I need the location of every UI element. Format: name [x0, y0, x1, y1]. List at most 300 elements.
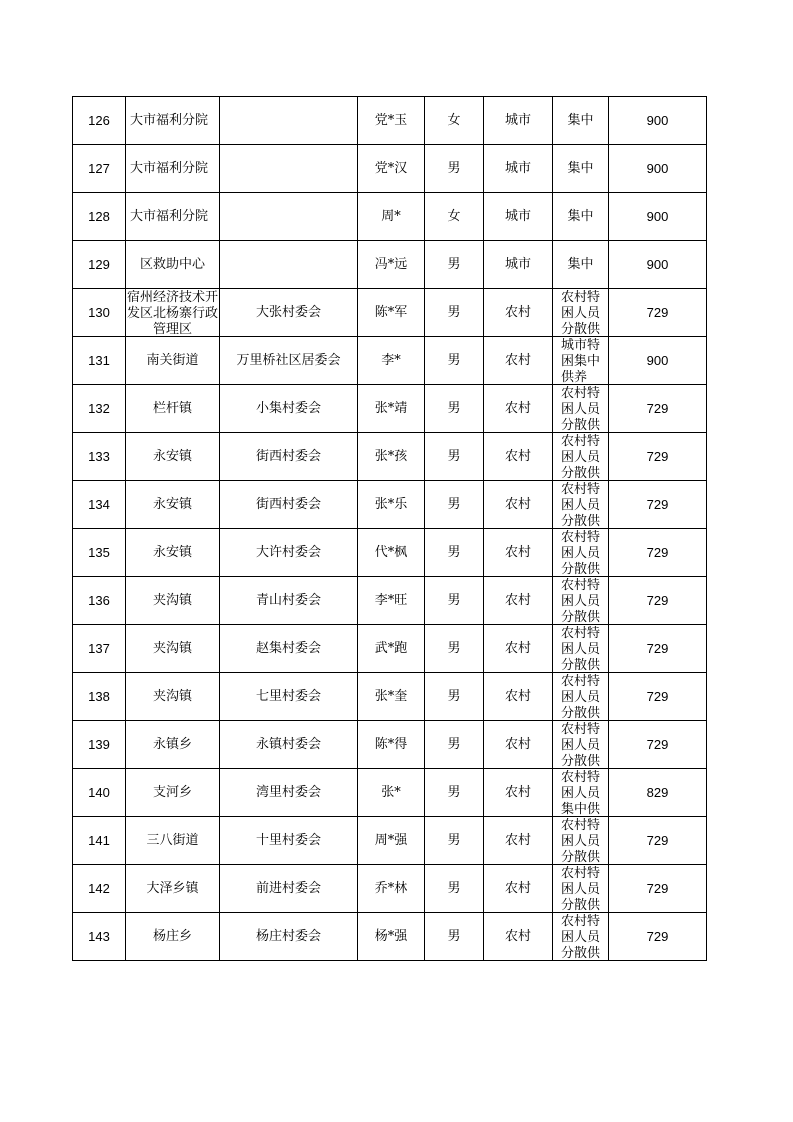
amount-cell [609, 673, 707, 721]
recipient-name-cell [358, 817, 425, 865]
recipient-name-text: 张* [381, 784, 401, 800]
support-type-text: 农村特困人员分散供 [561, 289, 601, 336]
support-type-cell [553, 769, 609, 817]
township-cell [126, 913, 220, 961]
amount-cell [609, 385, 707, 433]
amount-text: 729 [646, 688, 669, 704]
area-type-cell [484, 433, 553, 481]
gender-cell [425, 625, 484, 673]
township-cell [126, 865, 220, 913]
amount-text: 900 [646, 160, 669, 176]
amount-cell [609, 481, 707, 529]
row-number-cell [73, 577, 126, 625]
amount-text: 729 [646, 544, 669, 560]
township-cell [126, 289, 220, 337]
row-number-text: 132 [88, 400, 110, 416]
support-type-text: 农村特困人员分散供 [561, 817, 601, 864]
township-cell [126, 433, 220, 481]
gender-cell [425, 577, 484, 625]
area-type-text: 城市 [504, 160, 531, 176]
amount-cell [609, 529, 707, 577]
amount-text: 729 [646, 640, 669, 656]
village-committee-cell [220, 241, 358, 289]
row-number-cell [73, 913, 126, 961]
row-number-cell [73, 385, 126, 433]
support-type-cell [553, 913, 609, 961]
amount-cell [609, 817, 707, 865]
row-number-cell [73, 529, 126, 577]
gender-cell [425, 97, 484, 145]
amount-cell [609, 625, 707, 673]
gender-text: 男 [447, 544, 461, 560]
row-number-cell [73, 241, 126, 289]
row-number-cell [73, 97, 126, 145]
recipient-name-text: 陈*得 [374, 736, 408, 752]
gender-text: 男 [447, 832, 461, 848]
village-committee-text: 街西村委会 [255, 448, 321, 464]
row-number-text: 128 [88, 208, 110, 224]
row-number-text: 131 [88, 352, 110, 368]
gender-cell [425, 241, 484, 289]
recipient-name-cell [358, 529, 425, 577]
recipient-name-cell [358, 433, 425, 481]
amount-cell [609, 97, 707, 145]
area-type-text: 农村 [504, 592, 531, 608]
amount-text: 900 [646, 112, 669, 128]
amount-cell [609, 289, 707, 337]
recipient-name-text: 冯*远 [374, 256, 408, 272]
support-type-cell [553, 97, 609, 145]
township-text: 夹沟镇 [152, 688, 192, 704]
township-cell [126, 337, 220, 385]
support-type-cell [553, 865, 609, 913]
gender-cell [425, 193, 484, 241]
support-type-cell [553, 337, 609, 385]
support-type-cell [553, 289, 609, 337]
village-committee-cell [220, 625, 358, 673]
township-cell [126, 577, 220, 625]
gender-cell [425, 913, 484, 961]
amount-text: 900 [646, 352, 669, 368]
recipient-name-text: 李* [381, 352, 401, 368]
table-row [73, 817, 707, 865]
amount-cell [609, 721, 707, 769]
village-committee-text: 赵集村委会 [255, 640, 321, 656]
recipient-name-text: 张*乐 [374, 496, 408, 512]
area-type-text: 农村 [504, 544, 531, 560]
recipient-name-text: 乔*林 [374, 880, 408, 896]
village-committee-cell [220, 577, 358, 625]
row-number-cell [73, 145, 126, 193]
row-number-cell [73, 817, 126, 865]
area-type-text: 农村 [504, 304, 531, 320]
gender-text: 男 [447, 352, 461, 368]
gender-text: 女 [447, 112, 461, 128]
amount-text: 729 [646, 592, 669, 608]
row-number-cell [73, 337, 126, 385]
area-type-text: 农村 [504, 448, 531, 464]
amount-cell [609, 241, 707, 289]
support-type-text: 农村特困人员分散供 [561, 625, 601, 672]
gender-cell [425, 673, 484, 721]
amount-text: 729 [646, 880, 669, 896]
amount-cell [609, 769, 707, 817]
support-type-text: 农村特困人员分散供 [561, 721, 601, 768]
gender-text: 男 [447, 880, 461, 896]
table-row [73, 241, 707, 289]
area-type-cell [484, 145, 553, 193]
village-committee-text: 七里村委会 [255, 688, 321, 704]
recipient-name-cell [358, 241, 425, 289]
table-row [73, 337, 707, 385]
area-type-cell [484, 625, 553, 673]
village-committee-cell [220, 529, 358, 577]
gender-cell [425, 337, 484, 385]
amount-cell [609, 193, 707, 241]
support-type-text: 农村特困人员分散供 [561, 433, 601, 480]
amount-text: 729 [646, 928, 669, 944]
support-type-cell [553, 193, 609, 241]
township-text: 支河乡 [152, 784, 192, 800]
area-type-cell [484, 289, 553, 337]
table-row [73, 145, 707, 193]
recipient-name-cell [358, 865, 425, 913]
township-text: 永安镇 [152, 544, 192, 560]
recipient-name-text: 张*靖 [374, 400, 408, 416]
township-text: 大市福利分院 [130, 208, 209, 224]
gender-text: 男 [447, 640, 461, 656]
table-row [73, 289, 707, 337]
area-type-cell [484, 721, 553, 769]
support-type-cell [553, 577, 609, 625]
row-number-cell [73, 769, 126, 817]
gender-cell [425, 145, 484, 193]
village-committee-cell [220, 193, 358, 241]
gender-cell [425, 865, 484, 913]
gender-cell [425, 817, 484, 865]
township-text: 永镇乡 [152, 736, 192, 752]
recipient-name-cell [358, 481, 425, 529]
gender-text: 男 [447, 304, 461, 320]
gender-text: 男 [447, 928, 461, 944]
gender-cell [425, 529, 484, 577]
village-committee-cell [220, 145, 358, 193]
row-number-text: 130 [88, 304, 110, 320]
gender-text: 女 [447, 208, 461, 224]
area-type-text: 城市 [504, 256, 531, 272]
row-number-text: 126 [88, 112, 110, 128]
support-type-text: 集中 [567, 160, 594, 176]
recipient-name-cell [358, 577, 425, 625]
support-type-cell [553, 721, 609, 769]
support-type-cell [553, 433, 609, 481]
amount-text: 729 [646, 400, 669, 416]
row-number-text: 137 [88, 640, 110, 656]
township-text: 杨庄乡 [152, 928, 192, 944]
row-number-cell [73, 433, 126, 481]
area-type-text: 农村 [504, 400, 531, 416]
row-number-text: 133 [88, 448, 110, 464]
village-committee-cell [220, 289, 358, 337]
table-row [73, 529, 707, 577]
township-cell [126, 769, 220, 817]
village-committee-cell [220, 481, 358, 529]
recipient-name-cell [358, 337, 425, 385]
table-row [73, 673, 707, 721]
area-type-cell [484, 193, 553, 241]
village-committee-text: 万里桥社区居委会 [236, 352, 341, 368]
gender-text: 男 [447, 736, 461, 752]
support-type-text: 农村特困人员分散供 [561, 913, 601, 960]
township-text: 宿州经济技术开发区北杨寨行政管理区 [126, 289, 218, 336]
support-recipients-table [72, 96, 707, 961]
table-row [73, 865, 707, 913]
row-number-cell [73, 289, 126, 337]
village-committee-cell [220, 721, 358, 769]
township-cell [126, 817, 220, 865]
table-row [73, 433, 707, 481]
village-committee-text: 杨庄村委会 [255, 928, 321, 944]
support-type-text: 集中 [567, 112, 594, 128]
support-type-text: 农村特困人员集中供 [561, 769, 601, 816]
township-text: 大泽乡镇 [146, 880, 199, 896]
gender-text: 男 [447, 160, 461, 176]
recipient-name-cell [358, 289, 425, 337]
township-text: 大市福利分院 [130, 160, 209, 176]
row-number-cell [73, 193, 126, 241]
amount-text: 729 [646, 448, 669, 464]
gender-text: 男 [447, 592, 461, 608]
support-type-text: 农村特困人员分散供 [561, 529, 601, 576]
support-type-cell [553, 241, 609, 289]
row-number-cell [73, 481, 126, 529]
amount-text: 900 [646, 208, 669, 224]
amount-cell [609, 433, 707, 481]
gender-text: 男 [447, 784, 461, 800]
village-committee-cell [220, 433, 358, 481]
area-type-text: 农村 [504, 832, 531, 848]
area-type-cell [484, 529, 553, 577]
village-committee-cell [220, 817, 358, 865]
township-cell [126, 529, 220, 577]
support-type-text: 农村特困人员分散供 [561, 385, 601, 432]
area-type-cell [484, 913, 553, 961]
gender-text: 男 [447, 496, 461, 512]
township-text: 永安镇 [152, 448, 192, 464]
township-text: 三八街道 [146, 832, 199, 848]
recipient-name-text: 代*枫 [374, 544, 408, 560]
table-row [73, 913, 707, 961]
village-committee-text: 小集村委会 [255, 400, 321, 416]
support-type-text: 农村特困人员分散供 [561, 865, 601, 912]
village-committee-cell [220, 865, 358, 913]
table-row [73, 577, 707, 625]
row-number-text: 135 [88, 544, 110, 560]
township-text: 夹沟镇 [152, 640, 192, 656]
village-committee-text: 大张村委会 [255, 304, 321, 320]
recipient-name-cell [358, 769, 425, 817]
row-number-text: 129 [88, 256, 110, 272]
recipient-name-text: 张*奎 [374, 688, 408, 704]
village-committee-cell [220, 337, 358, 385]
village-committee-text [220, 242, 357, 288]
gender-cell [425, 481, 484, 529]
recipient-name-text: 武*跑 [374, 640, 408, 656]
area-type-cell [484, 337, 553, 385]
support-type-text: 集中 [567, 256, 594, 272]
village-committee-text [220, 98, 357, 144]
gender-text: 男 [447, 688, 461, 704]
amount-text: 729 [646, 496, 669, 512]
recipient-name-cell [358, 193, 425, 241]
township-cell [126, 145, 220, 193]
row-number-text: 143 [88, 928, 110, 944]
village-committee-text: 十里村委会 [255, 832, 321, 848]
area-type-text: 农村 [504, 880, 531, 896]
gender-text: 男 [447, 400, 461, 416]
township-cell [126, 673, 220, 721]
amount-text: 829 [646, 784, 669, 800]
gender-cell [425, 433, 484, 481]
row-number-text: 142 [88, 880, 110, 896]
area-type-text: 农村 [504, 928, 531, 944]
gender-text: 男 [447, 256, 461, 272]
table-row [73, 385, 707, 433]
row-number-cell [73, 673, 126, 721]
township-cell [126, 625, 220, 673]
row-number-text: 138 [88, 688, 110, 704]
township-text: 大市福利分院 [130, 112, 209, 128]
village-committee-text: 湾里村委会 [255, 784, 321, 800]
support-type-text: 农村特困人员分散供 [561, 481, 601, 528]
township-text: 栏杆镇 [152, 400, 192, 416]
support-type-text: 农村特困人员分散供 [561, 673, 601, 720]
recipient-name-text: 党*汉 [374, 160, 408, 176]
village-committee-text [220, 146, 357, 192]
row-number-text: 136 [88, 592, 110, 608]
area-type-cell [484, 241, 553, 289]
township-cell [126, 193, 220, 241]
amount-cell [609, 145, 707, 193]
area-type-cell [484, 865, 553, 913]
row-number-cell [73, 625, 126, 673]
village-committee-text: 永镇村委会 [255, 736, 321, 752]
support-type-cell [553, 817, 609, 865]
amount-text: 900 [646, 256, 669, 272]
township-cell [126, 385, 220, 433]
row-number-text: 127 [88, 160, 110, 176]
recipient-name-cell [358, 625, 425, 673]
area-type-text: 农村 [504, 352, 531, 368]
amount-cell [609, 913, 707, 961]
amount-cell [609, 337, 707, 385]
recipient-name-text: 周*强 [374, 832, 408, 848]
row-number-cell [73, 721, 126, 769]
township-text: 夹沟镇 [152, 592, 192, 608]
village-committee-text: 大许村委会 [255, 544, 321, 560]
table-row [73, 769, 707, 817]
recipient-name-text: 党*玉 [374, 112, 408, 128]
gender-cell [425, 385, 484, 433]
recipient-name-cell [358, 145, 425, 193]
village-committee-text: 街西村委会 [255, 496, 321, 512]
recipient-name-cell [358, 97, 425, 145]
township-cell [126, 721, 220, 769]
table-row [73, 625, 707, 673]
support-type-text: 农村特困人员分散供 [561, 577, 601, 624]
gender-text: 男 [447, 448, 461, 464]
gender-cell [425, 289, 484, 337]
table-row [73, 193, 707, 241]
recipient-name-cell [358, 913, 425, 961]
gender-cell [425, 721, 484, 769]
village-committee-cell [220, 97, 358, 145]
table-row [73, 481, 707, 529]
recipient-name-cell [358, 673, 425, 721]
recipient-name-text: 杨*强 [374, 928, 408, 944]
row-number-text: 139 [88, 736, 110, 752]
table-row [73, 97, 707, 145]
village-committee-cell [220, 769, 358, 817]
area-type-text: 农村 [504, 736, 531, 752]
township-cell [126, 97, 220, 145]
township-text: 南关街道 [146, 352, 199, 368]
village-committee-cell [220, 673, 358, 721]
amount-text: 729 [646, 736, 669, 752]
support-type-text: 城市特困集中供养 [561, 337, 601, 384]
amount-text: 729 [646, 832, 669, 848]
village-committee-text: 前进村委会 [255, 880, 321, 896]
row-number-text: 141 [88, 832, 110, 848]
area-type-text: 农村 [504, 640, 531, 656]
recipient-name-text: 陈*军 [374, 304, 408, 320]
area-type-text: 农村 [504, 688, 531, 704]
recipient-name-text: 李*旺 [374, 592, 408, 608]
amount-cell [609, 865, 707, 913]
support-type-cell [553, 145, 609, 193]
area-type-text: 城市 [504, 208, 531, 224]
recipient-name-cell [358, 721, 425, 769]
support-type-cell [553, 385, 609, 433]
village-committee-text [220, 194, 357, 240]
recipient-name-cell [358, 385, 425, 433]
area-type-cell [484, 481, 553, 529]
area-type-text: 农村 [504, 784, 531, 800]
village-committee-cell [220, 913, 358, 961]
support-type-text: 集中 [567, 208, 594, 224]
area-type-text: 城市 [504, 112, 531, 128]
table-row [73, 721, 707, 769]
village-committee-text: 青山村委会 [255, 592, 321, 608]
recipient-name-text: 周* [381, 208, 401, 224]
area-type-cell [484, 385, 553, 433]
support-type-cell [553, 625, 609, 673]
amount-cell [609, 577, 707, 625]
support-type-cell [553, 529, 609, 577]
area-type-text: 农村 [504, 496, 531, 512]
township-text: 区救助中心 [139, 256, 205, 272]
area-type-cell [484, 577, 553, 625]
township-cell [126, 481, 220, 529]
row-number-text: 140 [88, 784, 110, 800]
amount-text: 729 [646, 304, 669, 320]
row-number-text: 134 [88, 496, 110, 512]
support-type-cell [553, 673, 609, 721]
recipient-name-text: 张*孩 [374, 448, 408, 464]
area-type-cell [484, 769, 553, 817]
area-type-cell [484, 817, 553, 865]
village-committee-cell [220, 385, 358, 433]
